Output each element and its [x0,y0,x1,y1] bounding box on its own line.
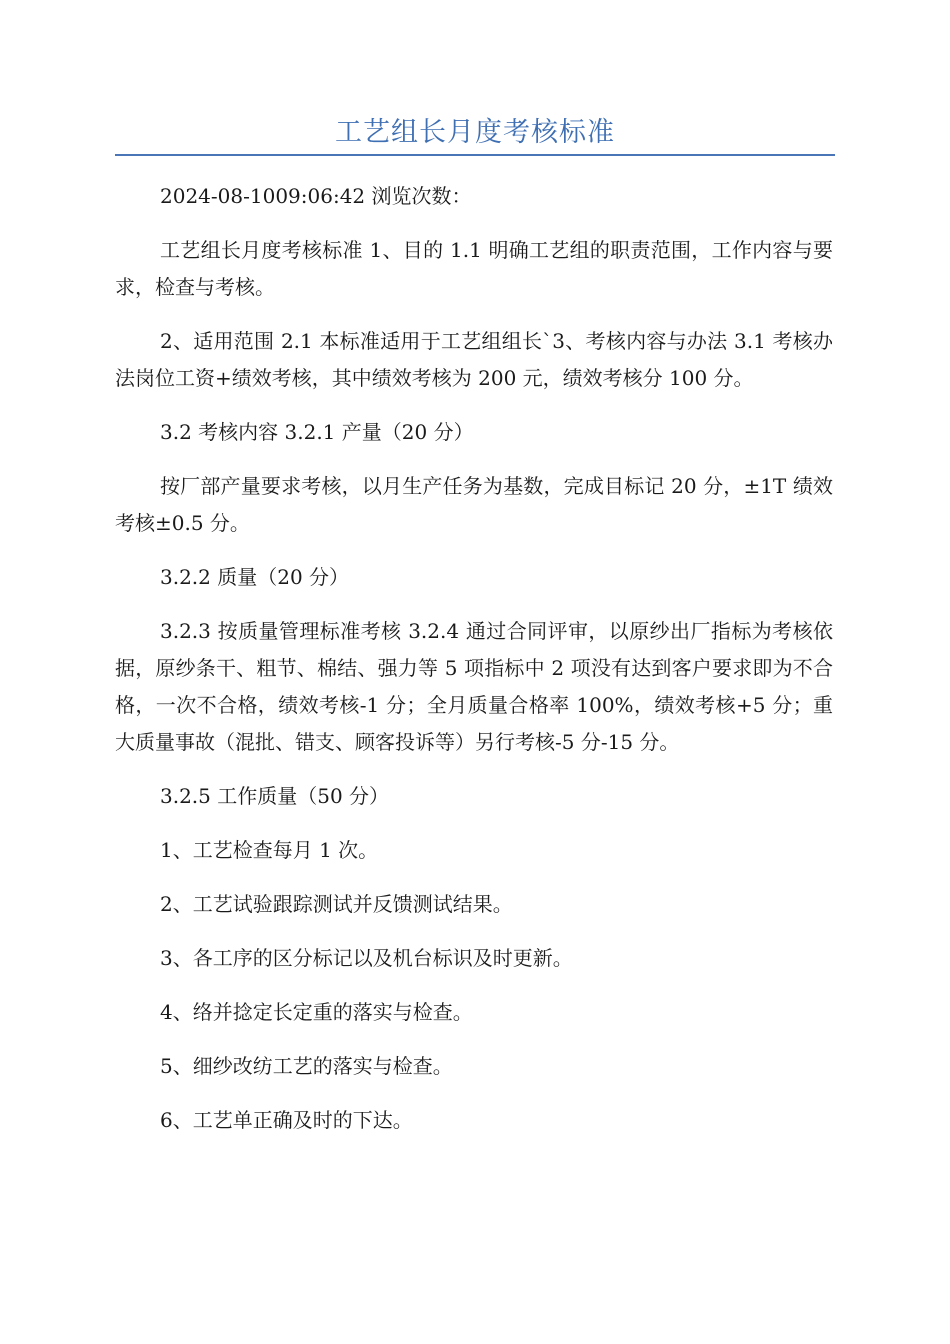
paragraph: 按厂部产量要求考核，以月生产任务为基数，完成目标记 20 分，±1T 绩效考核±0.5 分。 [115,474,833,535]
title-underline [115,154,835,156]
paragraph: 2、适用范围 2.1 本标准适用于工艺组组长`3、考核内容与办法 3.1 考核办法岗位工资+绩效考核，其中绩效考核为 200 元，绩效考核分 100 分。 [115,329,833,390]
document-title: 工艺组长月度考核标准 [335,117,615,148]
list-item: 4、络并捻定长定重的落实与检查。 [160,1000,473,1024]
list-item: 6、工艺单正确及时的下达。 [160,1108,413,1132]
document-body [115,178,833,1156]
list-item: 5、细纱改纺工艺的落实与检查。 [160,1054,453,1078]
paragraph: 3.2.3 按质量管理标准考核 3.2.4 通过合同评审，以原纱出厂指标为考核依据，原纱条干、粗节、棉结、强力等 5 项指标中 2 项没有达到客户要求即为不合格，一次不合格，绩效考核-1 分；全月质量合格率 100%，绩效考核+5 分；重大质量事故（混批、错支、顾客投诉等）另行考核-5 分-15 分。 [115,619,833,754]
paragraph: 3.2.5 工作质量（50 分） [160,784,390,808]
list-item: 1、工艺检查每月 1 次。 [160,838,379,862]
paragraph: 3.2.2 质量（20 分） [160,565,350,589]
paragraph: 3.2 考核内容 3.2.1 产量（20 分） [160,420,474,444]
paragraph: 工艺组长月度考核标准 1、目的 1.1 明确工艺组的职责范围，工作内容与要求，检查与考核。 [115,238,833,299]
list-item: 3、各工序的区分标记以及机台标识及时更新。 [160,946,573,970]
list-item: 2、工艺试验跟踪测试并反馈测试结果。 [160,892,513,916]
meta-line: 2024-08-1009:06:42 浏览次数： [160,184,472,208]
